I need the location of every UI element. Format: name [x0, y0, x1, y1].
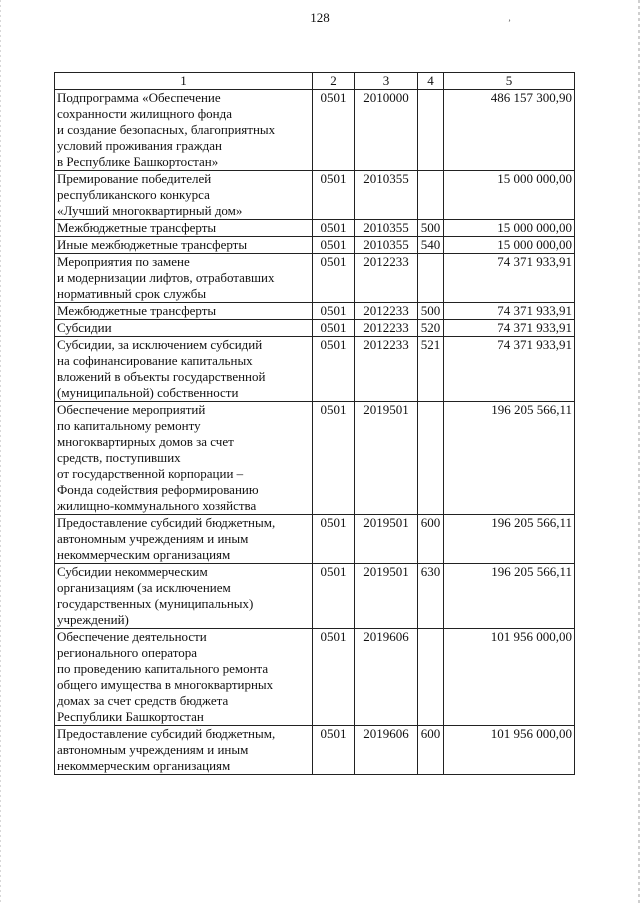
- row-name-cell: Межбюджетные трансферты: [55, 220, 313, 237]
- header-col-4: 4: [418, 73, 444, 90]
- page-number: 128: [310, 10, 330, 25]
- row-name-cell: Субсидии, за исключением субсидий на софинансирование капитальных вложений в объекты государственной (муниципальной) собственности: [55, 337, 313, 402]
- row-target-article-cell: 2019501: [355, 402, 418, 515]
- row-expense-type-cell: 600: [418, 515, 444, 564]
- row-name-cell: Премирование победителей республиканского конкурса «Лучший многоквартирный дом»: [55, 171, 313, 220]
- row-amount-cell: 15 000 000,00: [444, 171, 575, 220]
- row-section-code-cell: 0501: [313, 254, 355, 303]
- row-expense-type-cell: 520: [418, 320, 444, 337]
- row-name-cell: Подпрограмма «Обеспечение сохранности жилищного фонда и создание безопасных, благоприятных условий проживания граждан в Республике Башкортостан»: [55, 90, 313, 171]
- row-amount-cell: 196 205 566,11: [444, 564, 575, 629]
- row-target-article-cell: 2012233: [355, 337, 418, 402]
- row-amount-cell: 196 205 566,11: [444, 402, 575, 515]
- row-target-article-cell: 2012233: [355, 303, 418, 320]
- row-expense-type-cell: 500: [418, 220, 444, 237]
- row-target-article-cell: 2019606: [355, 629, 418, 726]
- row-amount-cell: 486 157 300,90: [444, 90, 575, 171]
- header-col-5: 5: [444, 73, 575, 90]
- table-row: [55, 515, 575, 564]
- row-expense-type-cell: [418, 629, 444, 726]
- row-amount-cell: 196 205 566,11: [444, 515, 575, 564]
- row-expense-type-cell: [418, 90, 444, 171]
- table-row: [55, 629, 575, 726]
- row-target-article-cell: 2010000: [355, 90, 418, 171]
- scan-mark: ’: [508, 18, 511, 28]
- table-row: [55, 90, 575, 171]
- row-target-article-cell: 2010355: [355, 171, 418, 220]
- table-row: [55, 320, 575, 337]
- row-name-cell: Предоставление субсидий бюджетным, автономным учреждениям и иным некоммерческим организациям: [55, 515, 313, 564]
- row-section-code-cell: 0501: [313, 402, 355, 515]
- row-expense-type-cell: [418, 171, 444, 220]
- row-amount-cell: 74 371 933,91: [444, 254, 575, 303]
- row-expense-type-cell: 600: [418, 726, 444, 775]
- row-section-code-cell: 0501: [313, 515, 355, 564]
- header-col-2: 2: [313, 73, 355, 90]
- header-col-1: 1: [55, 73, 313, 90]
- row-target-article-cell: 2019501: [355, 564, 418, 629]
- table-row: [55, 726, 575, 775]
- row-section-code-cell: 0501: [313, 320, 355, 337]
- table-header-row: [55, 73, 575, 90]
- row-target-article-cell: 2010355: [355, 237, 418, 254]
- row-amount-cell: 74 371 933,91: [444, 303, 575, 320]
- row-section-code-cell: 0501: [313, 629, 355, 726]
- table-row: [55, 564, 575, 629]
- row-name-cell: Субсидии некоммерческим организациям (за исключением государственных (муниципальных) учреждений): [55, 564, 313, 629]
- row-target-article-cell: 2012233: [355, 320, 418, 337]
- row-target-article-cell: 2019606: [355, 726, 418, 775]
- row-section-code-cell: 0501: [313, 337, 355, 402]
- row-amount-cell: 74 371 933,91: [444, 320, 575, 337]
- table-row: [55, 171, 575, 220]
- row-name-cell: Обеспечение деятельности регионального оператора по проведению капитального ремонта общего имущества в многоквартирных домах за счет средств бюджета Республики Башкортостан: [55, 629, 313, 726]
- table-row: [55, 337, 575, 402]
- row-name-cell: Предоставление субсидий бюджетным, автономным учреждениям и иным некоммерческим организациям: [55, 726, 313, 775]
- table-body: [55, 90, 575, 775]
- table-row: [55, 237, 575, 254]
- row-section-code-cell: 0501: [313, 726, 355, 775]
- row-section-code-cell: 0501: [313, 564, 355, 629]
- row-name-cell: Обеспечение мероприятий по капитальному ремонту многоквартирных домов за счет средств, поступивших от государственной корпорации – Фонда содействия реформированию жилищно-коммунального хозяйства: [55, 402, 313, 515]
- budget-table: [54, 72, 575, 775]
- row-target-article-cell: 2012233: [355, 254, 418, 303]
- row-amount-cell: 74 371 933,91: [444, 337, 575, 402]
- scan-edge-left: [0, 0, 1, 905]
- header-col-3: 3: [355, 73, 418, 90]
- row-section-code-cell: 0501: [313, 303, 355, 320]
- row-amount-cell: 15 000 000,00: [444, 237, 575, 254]
- row-expense-type-cell: [418, 254, 444, 303]
- row-amount-cell: 15 000 000,00: [444, 220, 575, 237]
- row-section-code-cell: 0501: [313, 220, 355, 237]
- row-name-cell: Мероприятия по замене и модернизации лифтов, отработавших нормативный срок службы: [55, 254, 313, 303]
- row-target-article-cell: 2019501: [355, 515, 418, 564]
- row-section-code-cell: 0501: [313, 171, 355, 220]
- row-name-cell: Межбюджетные трансферты: [55, 303, 313, 320]
- row-amount-cell: 101 956 000,00: [444, 629, 575, 726]
- row-expense-type-cell: 500: [418, 303, 444, 320]
- row-expense-type-cell: 540: [418, 237, 444, 254]
- row-target-article-cell: 2010355: [355, 220, 418, 237]
- row-expense-type-cell: 630: [418, 564, 444, 629]
- row-expense-type-cell: 521: [418, 337, 444, 402]
- row-name-cell: Субсидии: [55, 320, 313, 337]
- row-section-code-cell: 0501: [313, 90, 355, 171]
- row-name-cell: Иные межбюджетные трансферты: [55, 237, 313, 254]
- row-expense-type-cell: [418, 402, 444, 515]
- table-row: [55, 220, 575, 237]
- table-row: [55, 402, 575, 515]
- row-section-code-cell: 0501: [313, 237, 355, 254]
- table-row: [55, 303, 575, 320]
- table-row: [55, 254, 575, 303]
- row-amount-cell: 101 956 000,00: [444, 726, 575, 775]
